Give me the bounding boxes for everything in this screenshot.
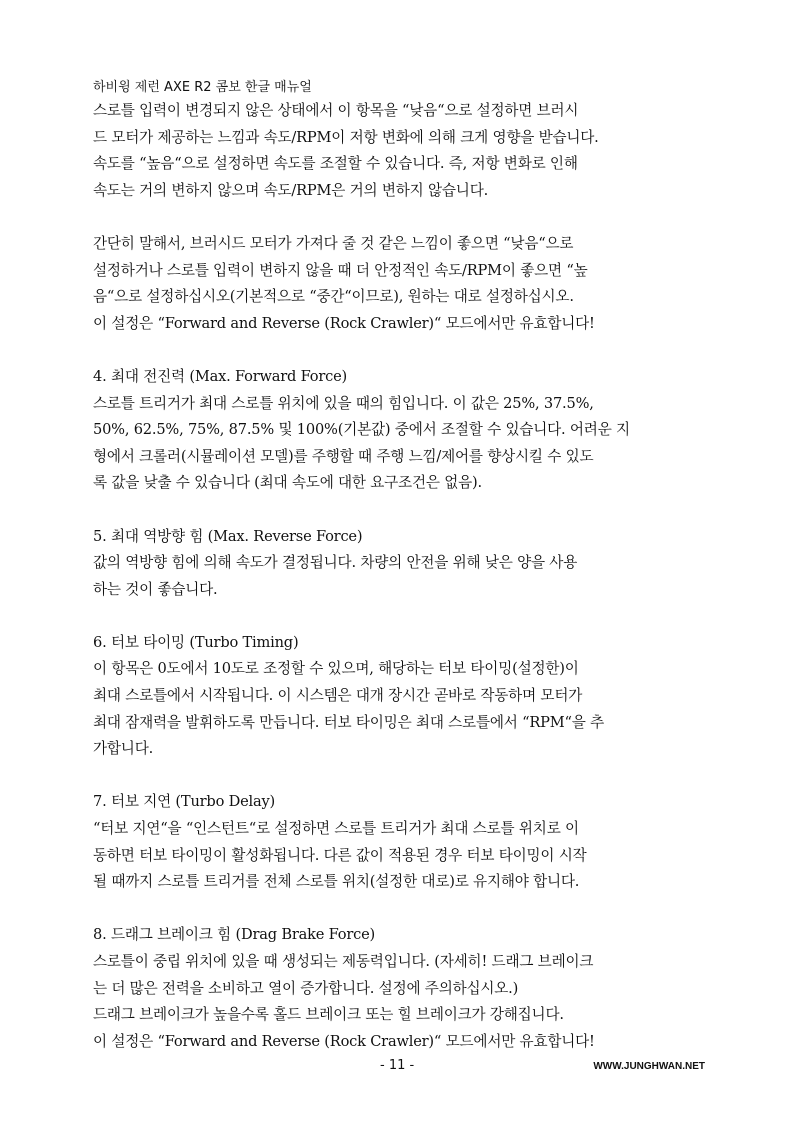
text-line: 드 모터가 제공하는 느낌과 속도/RPM이 저항 변화에 의해 크게 영향을 받습니다. (93, 128, 599, 146)
section-title: 5. 최대 역방향 힘 (Max. Reverse Force) (93, 527, 363, 545)
section-drag-brake-force (93, 922, 708, 1055)
text-line: 값의 역방향 힘에 의해 속도가 결정됩니다. 차량의 안전을 위해 낮은 양을 사용 (93, 554, 578, 572)
text-line: 간단히 말해서, 브러시드 모터가 가져다 줄 것 같은 느낌이 좋으면 “낮음“으로 (93, 234, 574, 252)
section-turbo-timing (93, 630, 708, 763)
text-line: 될 때까지 스로틀 트리거를 전체 스로틀 위치(설정한 대로)로 유지해야 합니다. (93, 873, 580, 891)
text-line: 스로틀 트리거가 최대 스로틀 위치에 있을 때의 힘입니다. 이 값은 25%, 37.5%, (93, 394, 594, 412)
text-line: 드래그 브레이크가 높을수록 홀드 브레이크 또는 힐 브레이크가 강해집니다. (93, 1006, 564, 1024)
text-line: 음“으로 설정하십시오(기본적으로 “중간“이므로), 원하는 대로 설정하십시오. (93, 288, 574, 306)
text-line: 속도는 거의 변하지 않으며 속도/RPM은 거의 변하지 않습니다. (93, 181, 489, 199)
text-line: 동하면 터보 타이밍이 활성화됩니다. 다른 값이 적용된 경우 터보 타이밍이 시작 (93, 846, 587, 864)
page-number: - 11 - (380, 1058, 415, 1073)
intro-paragraph-1 (93, 98, 708, 204)
section-title: 8. 드래그 브레이크 힘 (Drag Brake Force) (93, 926, 376, 944)
website-link[interactable]: WWW.JUNGHWAN.NET (593, 1061, 705, 1072)
section-turbo-delay (93, 789, 708, 895)
intro-paragraph-2 (93, 231, 708, 337)
text-line: 하는 것이 좋습니다. (93, 580, 218, 598)
text-line: 록 값을 낮출 수 있습니다 (최대 속도에 대한 요구조건은 없음). (93, 474, 482, 492)
section-max-forward-force (93, 364, 708, 497)
page-header: 하비윙 제런 AXE R2 콤보 한글 매뉴얼 (93, 80, 312, 95)
section-title: 7. 터보 지연 (Turbo Delay) (93, 793, 276, 811)
section-max-reverse-force (93, 524, 708, 604)
text-line: 스로틀이 중립 위치에 있을 때 생성되는 제동력입니다. (자세히! 드래그 브레이크 (93, 953, 594, 970)
text-line: 형에서 크롤러(시뮬레이션 모델)를 주행할 때 주행 느낌/제어를 향상시킬 수 있도 (93, 447, 594, 465)
text-line: 설정하거나 스로틀 입력이 변하지 않을 때 더 안정적인 속도/RPM이 좋으면 “높 (93, 261, 588, 279)
section-title: 6. 터보 타이밍 (Turbo Timing) (93, 633, 299, 651)
text-line: 50%, 62.5%, 75%, 87.5% 및 100%(기본값) 중에서 조절할 수 있습니다. 어려운 지 (93, 421, 630, 439)
text-line: 속도를 “높음“으로 설정하면 속도를 조절할 수 있습니다. 즉, 저항 변화로 인해 (93, 155, 578, 173)
text-line: 이 설정은 “Forward and Reverse (Rock Crawler)“ 모드에서만 유효합니다! (93, 1032, 595, 1050)
text-line: 스로틀 입력이 변경되지 않은 상태에서 이 항목을 “낮음“으로 설정하면 브러시 (93, 102, 579, 119)
page-body (93, 98, 708, 1082)
text-line: 가합니다. (93, 740, 154, 758)
text-line: 최대 잠재력을 발휘하도록 만듭니다. 터보 타이밍은 최대 스로틀에서 “RPM“을 추 (93, 713, 604, 731)
text-line: “터보 지연“을 “인스턴트“로 설정하면 스로틀 트리거가 최대 스로틀 위치로 이 (93, 820, 579, 838)
section-title: 4. 최대 전진력 (Max. Forward Force) (93, 367, 348, 385)
text-line: 이 항목은 0도에서 10도로 조정할 수 있으며, 해당하는 터보 타이밍(설정한)이 (93, 660, 579, 678)
text-line: 는 더 많은 전력을 소비하고 열이 증가합니다. 설정에 주의하십시오.) (93, 979, 519, 997)
text-line: 이 설정은 “Forward and Reverse (Rock Crawler)“ 모드에서만 유효합니다! (93, 314, 595, 332)
text-line: 최대 스로틀에서 시작됩니다. 이 시스템은 대개 장시간 곧바로 작동하며 모터가 (93, 687, 583, 705)
